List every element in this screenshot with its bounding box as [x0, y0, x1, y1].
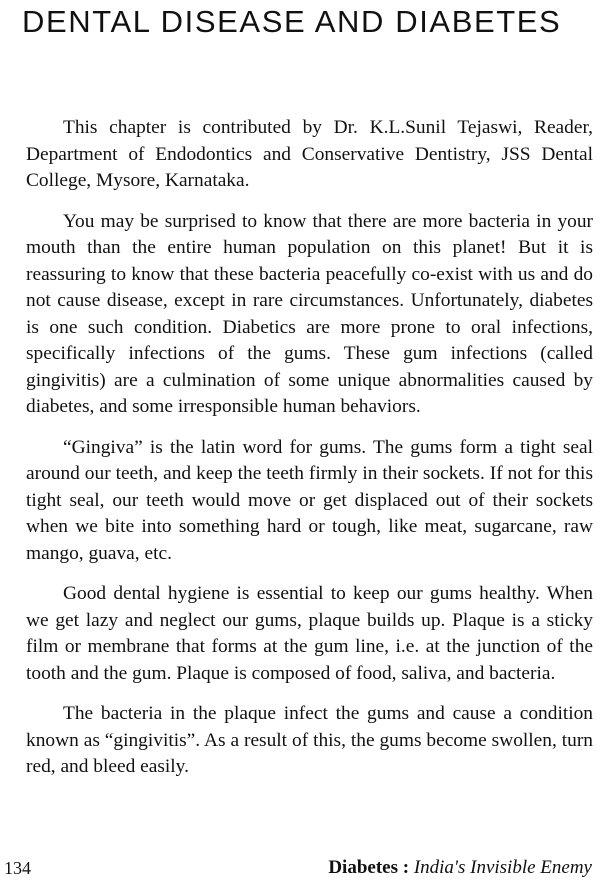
paragraph-gingivitis: The bacteria in the plaque infect the gums and cause a condition known as “gingivitis”. As a result of this, the gums become swollen, turn red, and bleed easily.: [26, 703, 593, 777]
title-separator: :: [397, 857, 414, 878]
paragraph-gingiva: “Gingiva” is the latin word for gums. The gums form a tight seal around our teeth, and keep the teeth firmly in their sockets. If not for this tight seal, our teeth would move or get displaced out of their sockets when we bite into something hard or tough, like meat, sugarcane, raw mango, guava, etc.: [26, 436, 593, 564]
paragraph-hygiene: Good dental hygiene is essential to keep our gums healthy. When we get lazy and neglect our gums, plaque builds up. Plaque is a sticky film or membrane that forms at the gum line, i.e. at the junction of the tooth and the gum. Plaque is composed of food, saliva, and bacteria.: [26, 583, 593, 684]
page-footer: [0, 857, 600, 883]
book-title-subtitle: India's Invisible Enemy: [413, 857, 592, 878]
paragraph-bacteria: You may be surprised to know that there are more bacteria in your mouth than the entire human population on this planet! But it is reassuring to know that these bacteria peacefully co-exist with us and do not cause disease, except in rare circumstances. Unfortunately, diabetes is one such condition. Diabetics are more prone to oral infections, specifically infections of the gums. These gum infections (called gingivitis) are a culmination of some unique abnormalities caused by diabetes, and some irresponsible human behaviors.: [26, 210, 593, 417]
page-number: 134: [4, 858, 31, 878]
chapter-body: [26, 115, 593, 795]
paragraph-contributor: This chapter is contributed by Dr. K.L.Sunil Tejaswi, Reader, Department of Endodontics and Conservative Dentistry, JSS Dental College, Mysore, Karnataka.: [26, 117, 593, 191]
chapter-title: DENTAL DISEASE AND DIABETES: [22, 4, 562, 39]
book-title-main: Diabetes: [328, 857, 398, 878]
running-head: [328, 857, 592, 879]
